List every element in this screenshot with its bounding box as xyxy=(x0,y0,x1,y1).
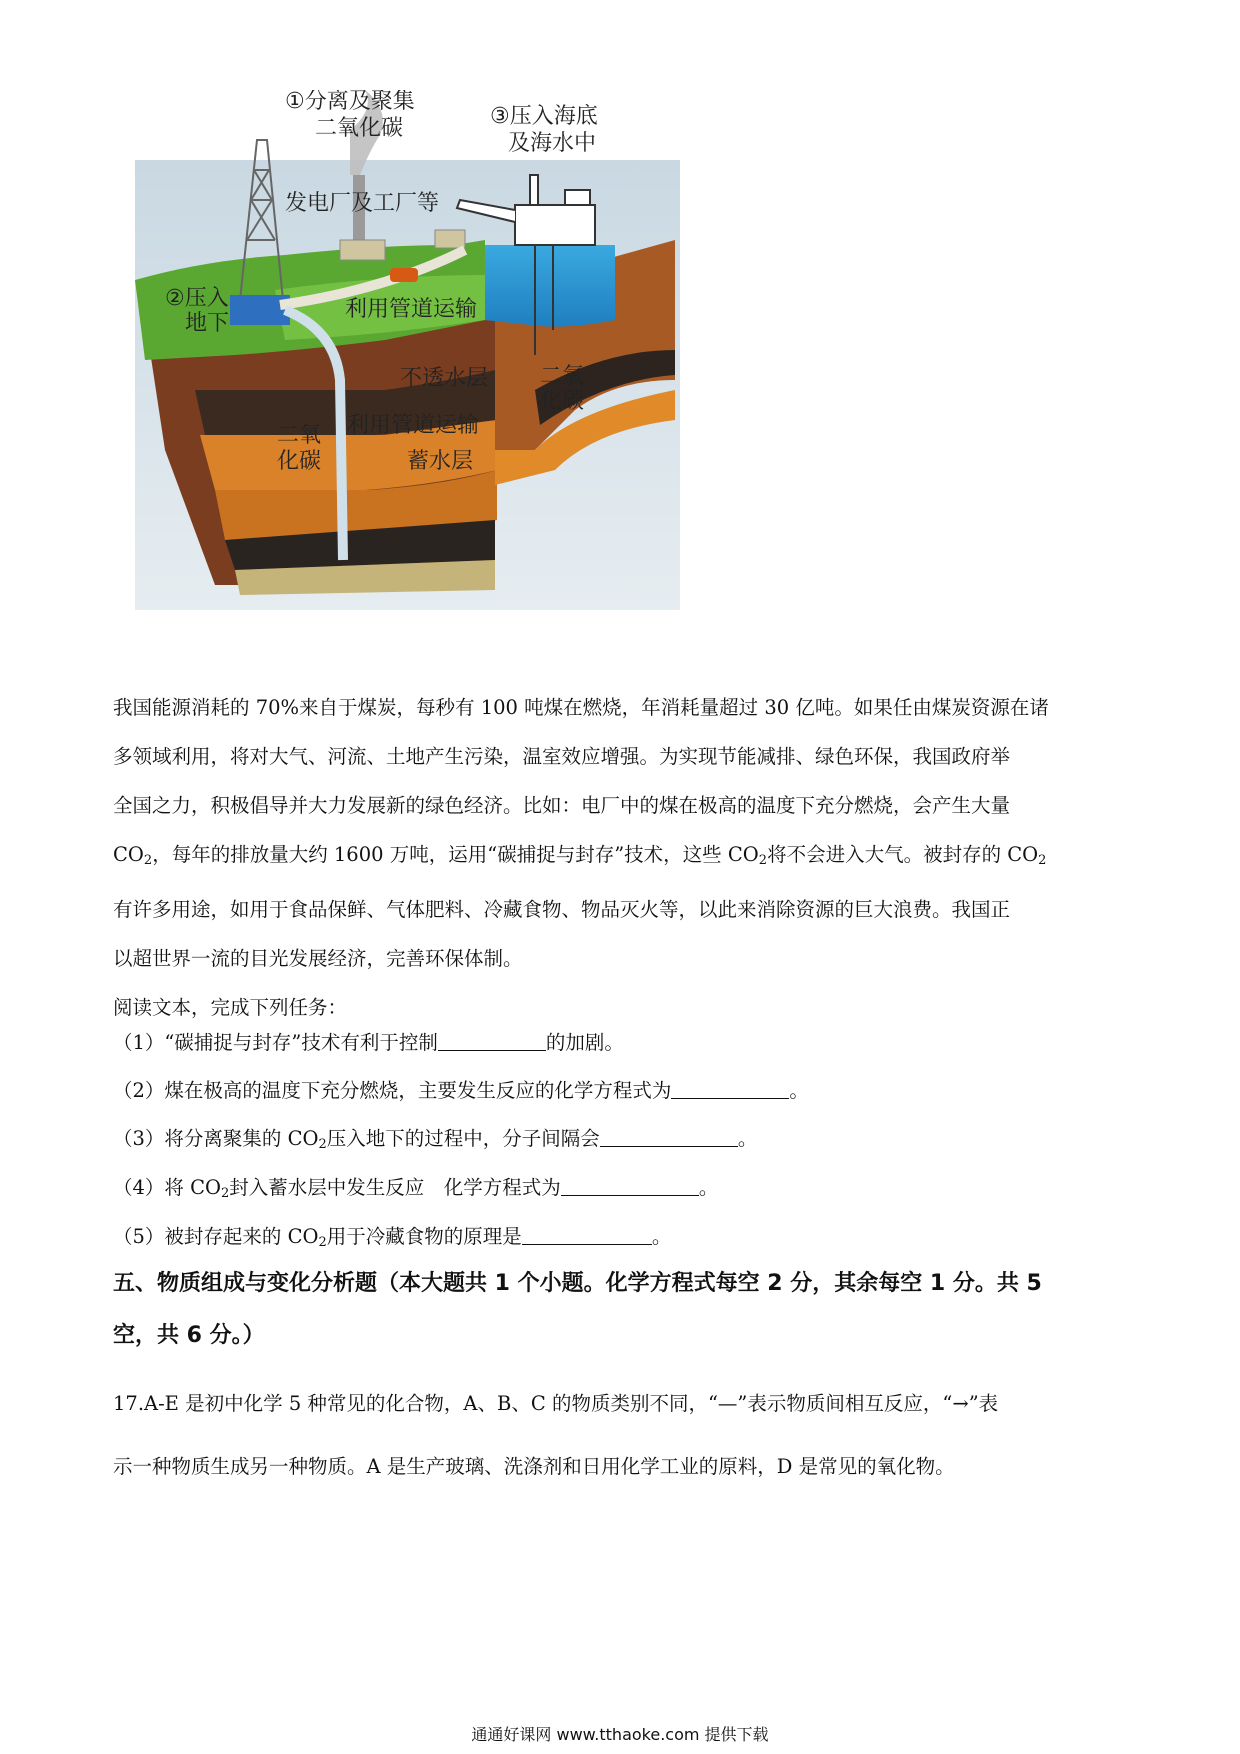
label-aquifer: 蓄水层 xyxy=(407,449,474,474)
passage-line: 以超世界一流的目光发展经济，完善环保体制。 xyxy=(113,947,523,970)
question-3: （3）将分离聚集的 $CO_2$压入地下的过程中，分子间隔会 。 xyxy=(113,1127,758,1152)
passage-line: 多领域利用，将对大气、河流、土地产生污染，温室效应增强。为实现节能减排、绿色环保，我国政府举 xyxy=(113,745,1011,768)
passage-line: $CO_2$，每年的排放量大约 1600 万吨，运用“碳捕捉与封存”技术，这些 $CO_2$将不会进入大气。被封存的 $CO_2$ xyxy=(113,843,1047,868)
question-2: （2）煤在极高的温度下充分燃烧，主要发生反应的化学方程式为 。 xyxy=(113,1079,809,1102)
passage xyxy=(113,683,1133,1032)
label-sea-line1: ③压入海底 xyxy=(490,104,598,129)
passage-instruction: 阅读文本，完成下列任务： xyxy=(113,996,348,1019)
label-separate-line1: ①分离及聚集 xyxy=(285,90,415,114)
sea xyxy=(485,245,615,327)
problem-17-line: 17.A-E 是初中化学 5 种常见的化合物，A、B、C 的物质类别不同，“—”表示物质间相互反应，“→”表 xyxy=(113,1392,999,1415)
problem-17-line: 示一种物质生成另一种物质。A 是生产玻璃、洗涤剂和日用化学工业的原料，D 是常见的氧化物。 xyxy=(113,1455,955,1478)
question-1: （1）“碳捕捉与封存”技术有利于控制 的加剧。 xyxy=(113,1031,624,1054)
label-separate-line2: 二氧化碳 xyxy=(315,116,404,141)
label-co2-right-line2: 化碳 xyxy=(540,389,585,414)
question-4: （4）将 $CO_2$封入蓄水层中发生反应 化学方程式为 。 xyxy=(113,1176,719,1201)
label-pipeline-top: 利用管道运输 xyxy=(345,297,478,322)
pipeline-valve xyxy=(390,268,418,282)
answer-blank[interactable] xyxy=(561,1175,699,1196)
label-underground-line2: 地下 xyxy=(185,311,230,336)
injection-station xyxy=(230,295,290,325)
label-plant: 发电厂及工厂等 xyxy=(285,191,440,216)
label-impermeable: 不透水层 xyxy=(400,366,489,391)
label-sea-line2: 及海水中 xyxy=(508,131,597,156)
label-co2-left-line2: 化碳 xyxy=(277,449,322,474)
label-co2-left-line1: 二氧 xyxy=(277,423,322,448)
answer-blank[interactable] xyxy=(671,1078,789,1099)
footer-credit: 通通好课网 www.tthaoke.com 提供下载 xyxy=(471,1725,769,1744)
problem-17 xyxy=(113,1372,1133,1498)
section-heading: 五、物质组成与变化分析题（本大题共 1 个小题。化学方程式每空 2 分，其余每空 1 分。共 5 空，共 6 分。） xyxy=(113,1271,1042,1348)
label-underground-line1: ②压入 xyxy=(165,286,229,311)
passage-line: 我国能源消耗的 70%来自于煤炭，每秒有 100 吨煤在燃烧，年消耗量超过 30 亿吨。如果任由煤炭资源在诸 xyxy=(113,696,1049,719)
label-pipeline-mid: 利用管道运输 xyxy=(347,413,480,438)
passage-line: 全国之力，积极倡导并大力发展新的绿色经济。比如：电厂中的煤在极高的温度下充分燃烧，会产生大量 xyxy=(113,794,1011,817)
question-5: （5）被封存起来的 $CO_2$用于冷藏食物的原理是 。 xyxy=(113,1225,672,1250)
answer-blank[interactable] xyxy=(522,1224,652,1245)
answer-blank[interactable] xyxy=(600,1126,738,1147)
answer-blank[interactable] xyxy=(438,1030,546,1051)
carbon-capture-diagram xyxy=(135,90,680,610)
passage-line: 有许多用途，如用于食品保鲜、气体肥料、冷藏食物、物品灭火等，以此来消除资源的巨大浪费。我国正 xyxy=(113,898,1011,921)
label-co2-right-line1: 二氧 xyxy=(540,364,585,389)
